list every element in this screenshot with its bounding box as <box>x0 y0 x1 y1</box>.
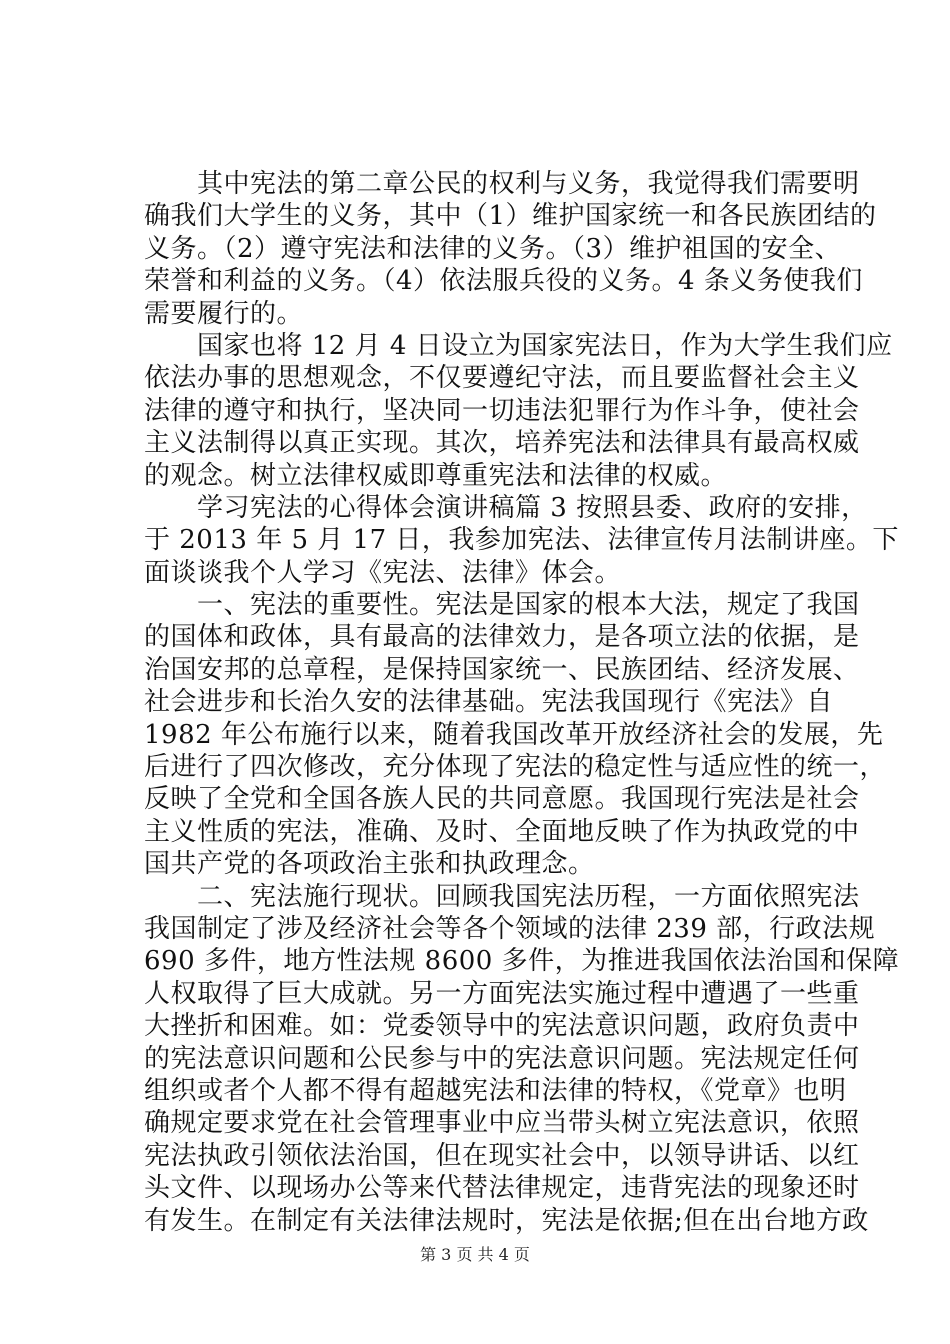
text-line: 二、宪法施行现状。回顾我国宪法历程，一方面依照宪法 <box>144 881 860 912</box>
page-footer: 第 3 页 共 4 页 <box>420 1245 530 1264</box>
text-line: 我国制定了涉及经济社会等各个领域的法律 239 部，行政法规 <box>144 913 876 944</box>
text-line: 一、宪法的重要性。宪法是国家的根本大法，规定了我国 <box>144 590 860 621</box>
text-line: 主义法制得以真正实现。其次，培养宪法和法律具有最高权威 <box>144 428 860 459</box>
body-text <box>144 168 900 1237</box>
text-line: 的宪法意识问题和公民参与中的宪法意识问题。宪法规定任何 <box>144 1043 860 1074</box>
text-line: 依法办事的思想观念，不仅要遵纪守法，而且要监督社会主义 <box>144 363 860 394</box>
text-line: 后进行了四次修改，充分体现了宪法的稳定性与适应性的统一， <box>144 752 887 783</box>
text-line: 组织或者个人都不得有超越宪法和法律的特权，《党章》也明 <box>144 1075 847 1106</box>
text-line: 宪法执政引领依法治国，但在现实社会中，以领导讲话、以红 <box>144 1140 860 1171</box>
text-line: 的观念。树立法律权威即尊重宪法和法律的权威。 <box>144 460 728 491</box>
text-line: 确我们大学生的义务，其中（1）维护国家统一和各民族团结的 <box>144 201 877 232</box>
text-line: 1982 年公布施行以来，随着我国改革开放经济社会的发展，先 <box>144 719 884 750</box>
text-line: 人权取得了巨大成就。另一方面宪法实施过程中遭遇了一些重 <box>144 978 860 1009</box>
text-line: 治国安邦的总章程，是保持国家统一、民族团结、经济发展、 <box>144 654 860 685</box>
text-line: 国家也将 12 月 4 日设立为国家宪法日，作为大学生我们应 <box>144 330 893 361</box>
text-line: 面谈谈我个人学习《宪法、法律》体会。 <box>144 557 622 588</box>
text-line: 社会进步和长治久安的法律基础。宪法我国现行《宪法》自 <box>144 687 834 718</box>
text-line: 头文件、以现场办公等来代替法律规定，违背宪法的现象还时 <box>144 1173 860 1204</box>
text-line: 大挫折和困难。如：党委领导中的宪法意识问题，政府负责中 <box>144 1011 860 1042</box>
text-line: 690 多件，地方性法规 8600 多件，为推进我国依法治国和保障 <box>144 946 900 977</box>
text-line: 有发生。在制定有关法律法规时，宪法是依据;但在出台地方政 <box>144 1205 869 1236</box>
text-line: 学习宪法的心得体会演讲稿篇 3 按照县委、政府的安排， <box>144 492 868 523</box>
text-line: 主义性质的宪法，准确、及时、全面地反映了作为执政党的中 <box>144 816 860 847</box>
text-line: 于 2013 年 5 月 17 日，我参加宪法、法律宣传月法制讲座。下 <box>144 525 899 556</box>
text-line: 确规定要求党在社会管理事业中应当带头树立宪法意识，依照 <box>144 1108 860 1139</box>
text-line: 义务。（2）遵守宪法和法律的义务。（3）维护祖国的安全、 <box>144 233 842 264</box>
text-line: 荣誉和利益的义务。（4）依法服兵役的义务。4 条义务使我们 <box>144 266 863 297</box>
text-line: 的国体和政体，具有最高的法律效力，是各项立法的依据，是 <box>144 622 860 653</box>
text-line: 需要履行的。 <box>144 298 304 329</box>
text-line: 反映了全党和全国各族人民的共同意愿。我国现行宪法是社会 <box>144 784 860 815</box>
text-line: 国共产党的各项政治主张和执政理念。 <box>144 849 595 880</box>
text-line: 其中宪法的第二章公民的权利与义务，我觉得我们需要明 <box>144 169 860 199</box>
text-line: 法律的遵守和执行，坚决同一切违法犯罪行为作斗争，使社会 <box>144 395 860 426</box>
